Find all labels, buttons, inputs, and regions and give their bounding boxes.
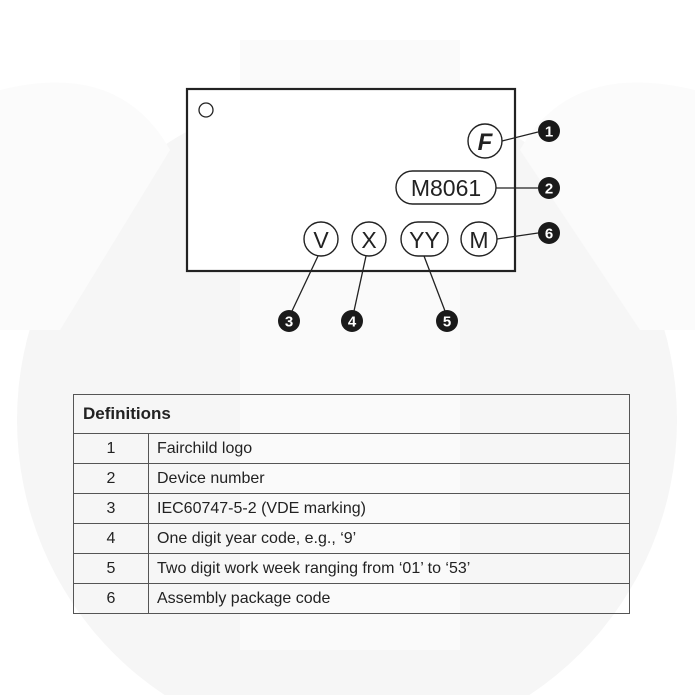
table-row: [74, 434, 630, 464]
fairchild-logo-icon: [468, 124, 502, 158]
device-number: M8061: [410, 175, 482, 201]
svg-text:1: 1: [544, 123, 554, 141]
table-row: [74, 464, 630, 494]
row-number: 6: [74, 584, 149, 614]
code-v: V: [313, 227, 329, 253]
svg-text:F: F: [477, 129, 493, 156]
row-description: Assembly package code: [149, 584, 630, 614]
table-row: [74, 524, 630, 554]
svg-text:4: 4: [347, 313, 357, 331]
svg-text:3: 3: [284, 313, 294, 331]
row-description: IEC60747-5-2 (VDE marking): [149, 494, 630, 524]
row-description: Device number: [149, 464, 630, 494]
svg-text:5: 5: [442, 313, 452, 331]
row-number: 3: [74, 494, 149, 524]
callout-5: [436, 310, 458, 332]
definitions-table: [73, 394, 630, 614]
row-description: Two digit work week ranging from ‘01’ to ‘53’: [149, 554, 630, 584]
row-number: 1: [74, 434, 149, 464]
svg-text:6: 6: [544, 225, 554, 243]
row-number: 4: [74, 524, 149, 554]
code-yy: YY: [409, 227, 440, 253]
row-number: 2: [74, 464, 149, 494]
svg-text:2: 2: [544, 180, 554, 198]
table-row: [74, 584, 630, 614]
row-description: Fairchild logo: [149, 434, 630, 464]
row-description: One digit year code, e.g., ‘9’: [149, 524, 630, 554]
callout-3: [278, 310, 300, 332]
table-row: [74, 554, 630, 584]
code-x: X: [361, 227, 377, 253]
pin1-indicator: [199, 103, 213, 117]
callout-4: [341, 310, 363, 332]
row-number: 5: [74, 554, 149, 584]
callout-2: [538, 177, 560, 199]
callout-1: [538, 120, 560, 142]
definitions-header: Definitions: [74, 395, 630, 434]
code-m: M: [469, 227, 489, 253]
table-row: [74, 494, 630, 524]
callout-6: [538, 222, 560, 244]
